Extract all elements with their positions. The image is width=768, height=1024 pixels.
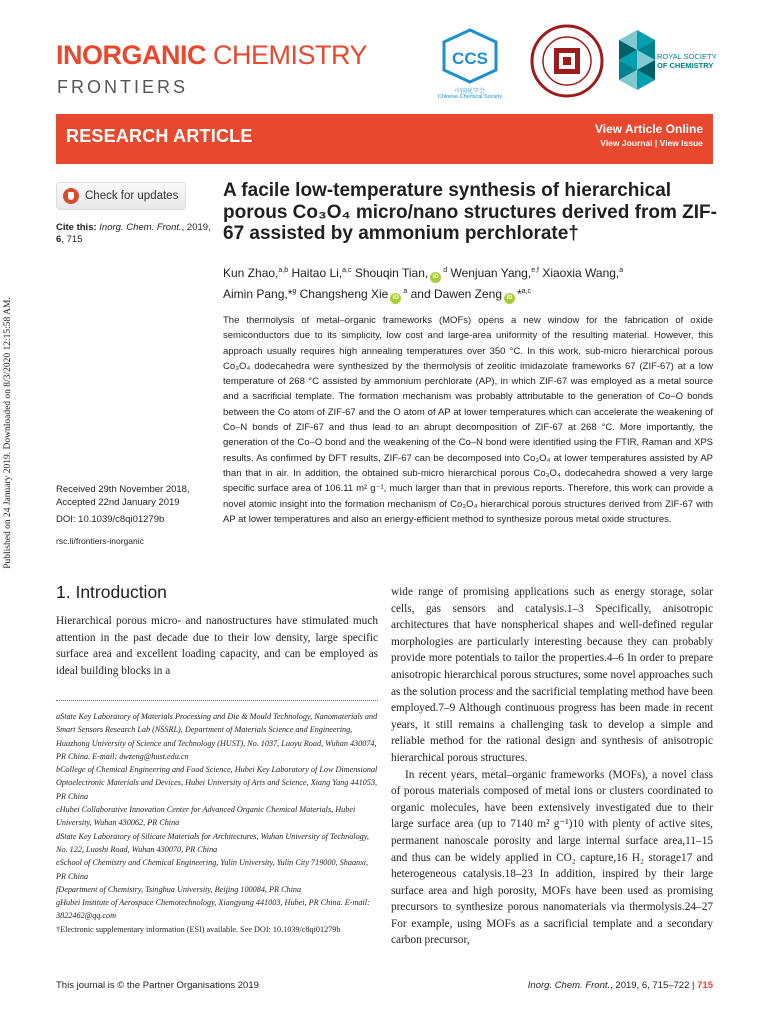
footnote: fDepartment of Chemistry, Tsinghua University, Beijing 100084, PR China (56, 884, 302, 894)
check-for-updates-label: Check for updates (85, 190, 179, 202)
footer-citation: Inorg. Chem. Front., 2019, 6, 715–722 | 715 (527, 980, 713, 991)
rsc-name-line2: OF CHEMISTRY (657, 61, 714, 70)
article-type: RESEARCH ARTICLE (66, 126, 253, 146)
intro-column-2 (391, 584, 713, 949)
affiliation-footnotes (56, 710, 378, 936)
intro-column-1: Hierarchical porous micro- and nanostructures have stimulated much attention in the past decade due to their low density, large specific surface area and excellent loading capacity, and can be employed as ideal building blocks in a (56, 615, 378, 677)
ccs-caption-en: Chinese Chemical Society (437, 94, 503, 100)
rsc-name-line1: ROYAL SOCIETY (657, 52, 717, 61)
abstract: The thermolysis of metal–organic frameworks (MOFs) opens a new window for the fabrication of oxide semiconductors due to its simplicity, low cost and large-area uniformity of the resulting material. However, this approach usually requires high annealing temperatures over 350 °C. In this work, sub-micro hierarchical porous Co₃O₄ dodecahedra were synthesized by the thermolysis of zeolitic imidazolate frameworks 67 (ZIF-67) at a low temperature of 268 °C assisted by ammonium perchlorate (AP), in which ZIF-67 was employed as a metal source and a sacrificial template. The formation mechanism was probably attributable to the generation of Co–O bonds between the Co atom of ZIF-67 and the O atom of AP at lower temperatures which can accelerate the weakening of Co–N bonds of ZIF-67 and thus lead to an abrupt decomposition of ZIF-67 at 268 °C. More importantly, the generation of the Co–O bond and the weakening of the Co–N bond were identified using the FTIR, Raman and XPS results. As confirmed by DFT results, ZIF-67 can be decomposed into Co₃O₄ at lower temperatures assisted by AP than that in air. In addition, the obtained sub-micro hierarchical porous Co₃O₄ dodecahedra showed a very large specific surface area of 106.11 m² g⁻¹, much larger than that in previous reports. Therefore, this work can provide a novel atomic insight into the formation mechanism of Co₃O₄ hierarchical porous structures derived from ZIF-67 with AP at lower temperatures and also an energy-efficient method to synthesize porous metal oxide structures. (223, 315, 713, 525)
received-date: Received 29th November 2018, (56, 484, 190, 495)
doi[interactable]: DOI: 10.1039/c8qi01279b (56, 514, 165, 525)
orcid-icon[interactable]: iD (430, 272, 441, 283)
peking-university-seal (530, 24, 604, 98)
accepted-date: Accepted 22nd January 2019 (56, 496, 180, 508)
footer-copyright: This journal is © the Partner Organisations 2019 (56, 980, 259, 991)
esi-footnote: †Electronic supplementary information (ESI) available. See DOI: 10.1039/c8qi01279b (56, 924, 341, 934)
journal-url[interactable]: rsc.li/frontiers-inorganic (56, 535, 144, 546)
journal-subtitle: FRONTIERS (57, 77, 189, 97)
intro-paragraph: In recent years, metal–organic frameworks (MOFs), a novel class of porous materials composed of metal ions or clusters coordinated to organic molecules, have been extensively investigated due to their large surface area (up to 7140 m² g⁻¹)10 with plenty of active sites, permanent nanoscale porosity and large internal surface area,11–15 and thus can be widely applied in CO₂ capture,16 H₂ storage17 and heterogeneous catalysis.18–23 In addition, inspired by their large surface area and high porosity, MOFs have been used as promising precursors to synthesize porous nanomaterials via thermolysis.24–27 For example, using MOFs as a sacrificial template and a secondary carbon precursor, (391, 768, 713, 947)
rsc-logo (617, 28, 717, 98)
article-type-banner (56, 114, 713, 164)
footnote-divider (56, 700, 378, 701)
article-metadata (56, 484, 216, 547)
authors-line2: Aimin Pang,*$^g$ Changsheng Xie $iD^a$ and Dawen Zeng iD *$^{a,c}$ (223, 283, 723, 304)
svg-text:CCS: CCS (452, 49, 488, 68)
bookmark-icon (63, 188, 79, 204)
footnote: eSchool of Chemistry and Chemical Engineering, Yulin University, Yulin City 719000, Shaanxi, PR China (56, 858, 369, 881)
view-journal-issue-links[interactable]: View Journal | View Issue (600, 138, 703, 148)
section-heading: 1. Introduction (56, 582, 167, 602)
orcid-icon[interactable]: iD (390, 293, 401, 304)
orcid-icon[interactable]: iD (504, 293, 515, 304)
footnote: gHubei Institute of Aerospace Chemotechnology, Xiangyang 441003, Hubei, PR China. E-mail: 3822462@qq.com (56, 898, 370, 921)
authors-line1: Kun Zhao,$^{a,b}$ Haitao Li,$^{a,c}$ Shouqin Tian, $iD^d$ Wenjuan Yang,$^{e,f}$ Xiaoxia Wang,$^a$ (223, 262, 723, 283)
citation: Cite this: Inorg. Chem. Front., 2019, 6, 715 (56, 222, 211, 245)
journal-name: INORGANIC CHEMISTRY (56, 40, 368, 70)
author-list (223, 262, 723, 304)
ccs-caption-cn: 中国化学会 (454, 89, 485, 95)
ccs-logo (428, 26, 512, 102)
footnote: bCollege of Chemical Engineering and Food Science, Hubei Key Laboratory of Low Dimensional Optoelectronic Materials and Devices, Hubei University of Arts and Science, Xiang Yang 441053, PR China (56, 765, 378, 801)
view-article-online-link[interactable]: View Article Online (594, 122, 703, 136)
footnote: aState Key Laboratory of Materials Processing and Die & Mould Technology, Nanomaterials and Smart Sensors Research Lab (NSSRL), Department of Materials Science and Engineering, Huazhong University of Science and Technology (HUST), No. 1037, Luoyu Road, Wuhan 430074, PR China. E-mail: dwzeng@hust.edu.cn (56, 712, 378, 761)
footnote: cHubei Collaborative Innovation Center for Advanced Organic Chemical Materials, Hubei University, Wuhan 430062, PR China (56, 805, 356, 828)
intro-paragraph: wide range of promising applications such as energy storage, solar cells, gas sensors and catalysis.1–3 Specifically, anisotropic architectures that have nonspherical shapes and well-defined regular morphologies are particularly interesting because they can probably provide more potentials to tailor the properties.4–6 In order to prepare anisotropic hierarchical porous structures, some novel approaches such as the solution process and the sacrificial templating method have been employed.7–9 Although continuous progress has been made in recent years, it still remains a challenging task to develop a simple and reliable method for the rational design and synthesis of anisotropic hierarchical porous structures. (391, 586, 713, 764)
check-for-updates-button[interactable] (56, 182, 186, 210)
footnote: dState Key Laboratory of Silicate Materials for Architectures, Wuhan University of Technology, No. 122, Luoshi Road, Wuhan 430070, PR China (56, 831, 369, 854)
download-sidebar-note: Published on 24 January 2019. Downloaded on 8/3/2020 12:15:58 AM. (3, 297, 13, 569)
article-title: A facile low-temperature synthesis of hierarchical porous Co₃O₄ micro/nano structures derived from ZIF-67 assisted by ammonium perchlorate† (223, 180, 717, 244)
